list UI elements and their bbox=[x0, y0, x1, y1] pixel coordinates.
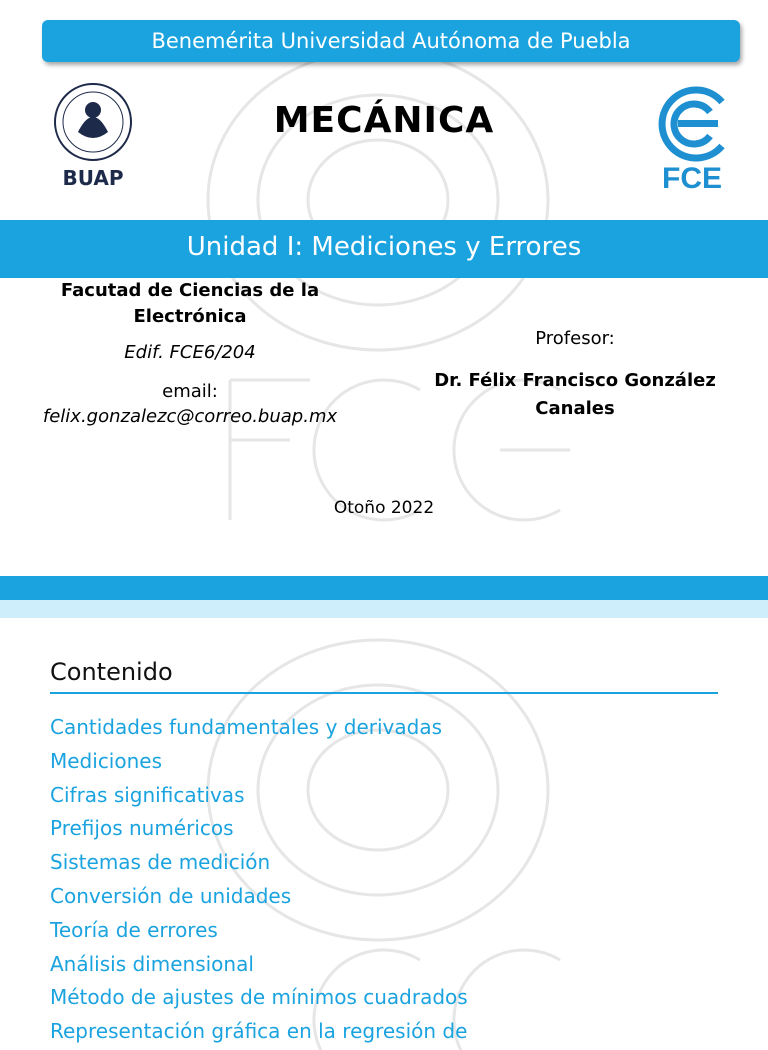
professor-name: Dr. Félix Francisco González Canales bbox=[434, 370, 716, 419]
toc-item[interactable]: Método de ajustes de mínimos cuadrados bbox=[50, 985, 468, 1010]
fce-logo-text: FCE bbox=[662, 162, 722, 195]
heading-divider bbox=[50, 692, 718, 694]
university-banner: Benemérita Universidad Autónoma de Puebla bbox=[42, 20, 740, 62]
unit-banner: Unidad I: Mediciones y Errores bbox=[0, 220, 768, 278]
toc-item[interactable]: Mediciones bbox=[50, 748, 163, 773]
office-location: Edif. FCE6/204 bbox=[124, 342, 256, 363]
toc-item[interactable]: Cifras significativas bbox=[50, 782, 245, 807]
contents-slide bbox=[0, 600, 768, 1044]
faculty-info bbox=[30, 278, 350, 427]
buap-logo-text: BUAP bbox=[62, 166, 124, 190]
toc-item[interactable]: Sistemas de medición bbox=[50, 850, 271, 875]
slide-header-bar bbox=[0, 600, 768, 618]
toc-item[interactable]: Cantidades fundamentales y derivadas bbox=[50, 715, 443, 739]
table-of-contents bbox=[50, 712, 468, 1050]
professor-info bbox=[405, 328, 745, 423]
page-title: MECÁNICA bbox=[273, 100, 495, 141]
semester-date: Otoño 2022 bbox=[333, 498, 435, 518]
contents-heading: Contenido bbox=[50, 658, 173, 686]
faculty-name: Facutad de Ciencias de la Electrónica bbox=[60, 280, 320, 327]
email-address: felix.gonzalezc@correo.buap.mx bbox=[42, 406, 338, 427]
professor-label: Profesor: bbox=[535, 328, 615, 349]
toc-item[interactable]: Prefijos numéricos bbox=[50, 816, 234, 841]
fce-logo-icon bbox=[640, 80, 744, 195]
slide-footer-bar bbox=[0, 576, 768, 600]
toc-item[interactable]: Conversión de unidades bbox=[50, 883, 292, 908]
toc-item[interactable]: Análisis dimensional bbox=[50, 951, 254, 976]
email-label: email: bbox=[162, 381, 218, 402]
toc-item[interactable]: Teoría de errores bbox=[50, 917, 218, 942]
toc-item[interactable]: Representación gráfica en la regresión de bbox=[50, 1019, 468, 1044]
